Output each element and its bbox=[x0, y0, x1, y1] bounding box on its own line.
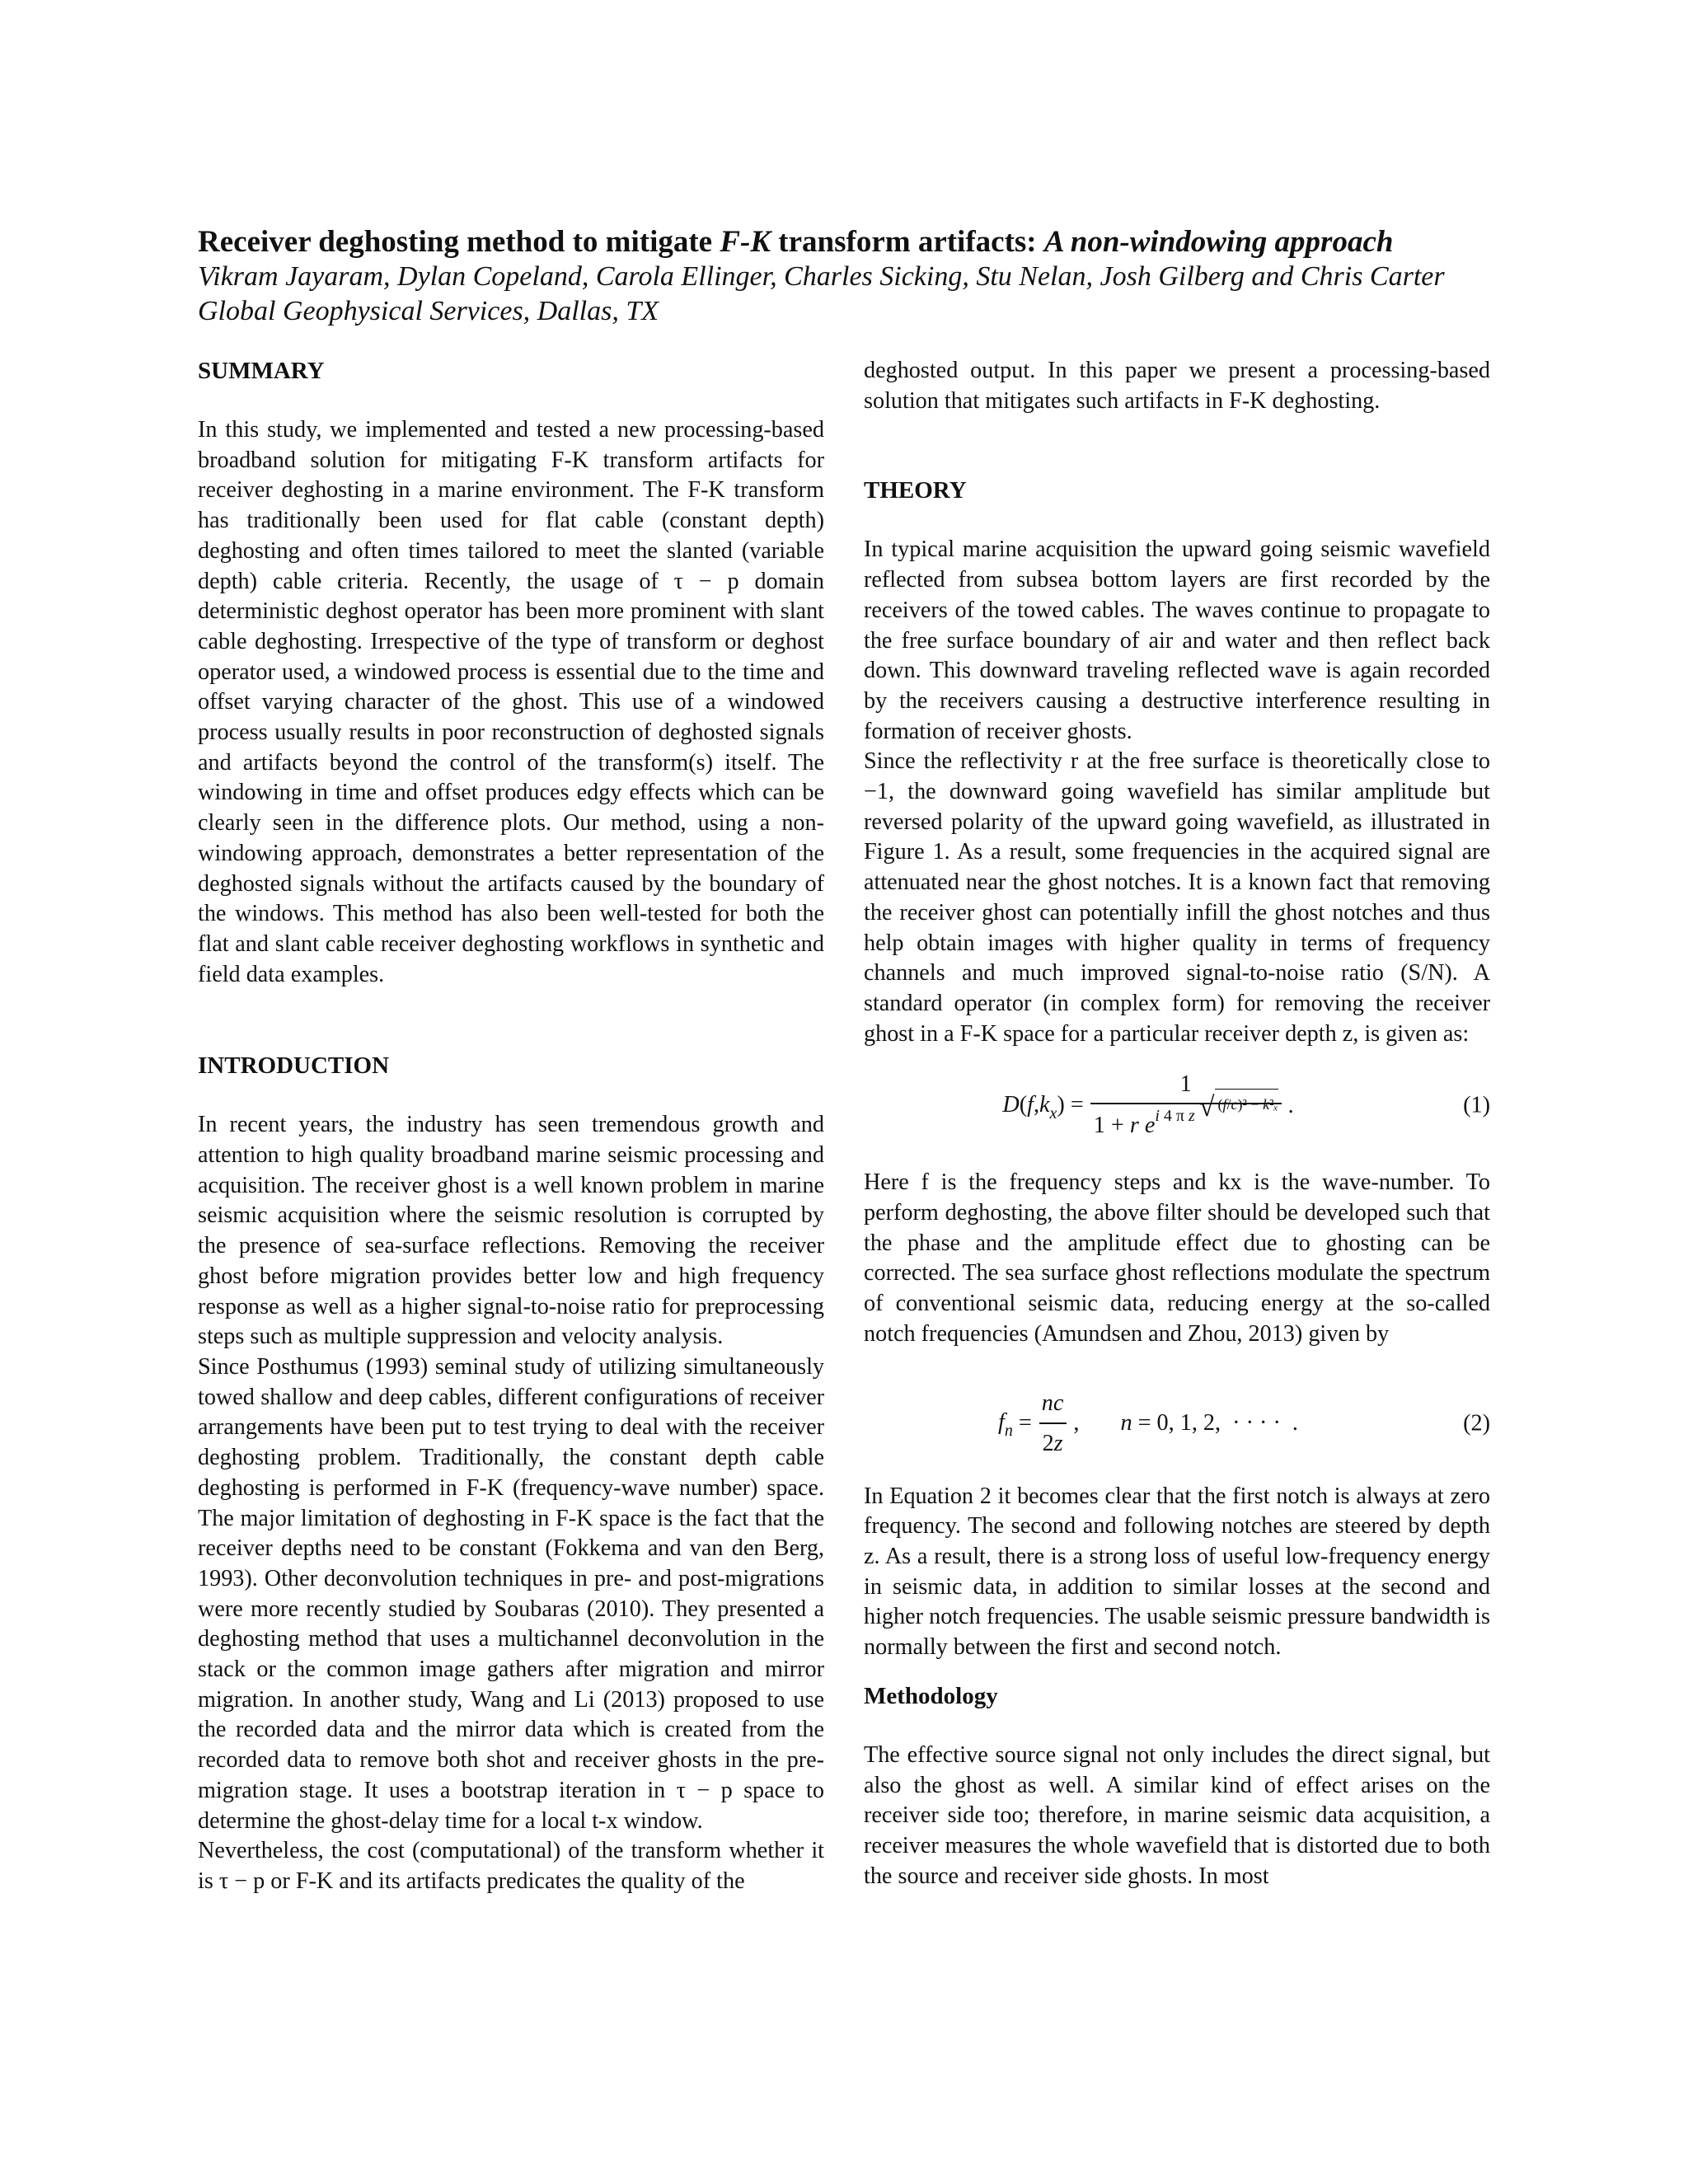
equation-2-body: $f_n$ = $\frac{nc}{2z}$ , n = 0, 1, 2, · · · · . bbox=[864, 1383, 1432, 1465]
summary-paragraph: In this study, we implemented and tested a new processing-based broadband solution for mitigating F-K transform artifacts for receiver deghosting in a marine environment. The F-K transform has traditionally been used for flat cable (constant depth) deghosting and often times tailored to meet the slanted (variable depth) cable criteria. Recently, the usage of τ − p domain deterministic deghost operator has been more prominent with slant cable deghosting. Irrespective of the type of transform or deghost operator used, a windowed process is essential due to the time and offset varying character of the ghost. This use of a windowed process usually results in poor reconstruction of deghosted signals and artifacts beyond the control of the transform(s) itself. The windowing in time and offset produces edgy effects which can be clearly seen in the difference plots. Our method, using a non-windowing approach, demonstrates a better representation of the deghosted signals without the artifacts caused by the boundary of the windows. This method has also been well-tested for both the flat and slant cable receiver deghosting workflows in synthetic and field data examples. bbox=[198, 417, 824, 987]
equation-1 bbox=[864, 1061, 1490, 1151]
introduction-paragraph-1: In recent years, the industry has seen tremendous growth and attention to high quality broadband marine seismic processing and acquisition. The receiver ghost is a well known problem in marine seismic acquisition where the seismic resolution is corrupted by the presence of sea-surface reflections. Removing the receiver ghost before migration provides better low and high frequency response as well as a higher signal-to-noise ratio for preprocessing steps such as multiple suppression and velocity analysis. bbox=[198, 1112, 824, 1350]
left-column bbox=[198, 356, 824, 1897]
paper-title: Receiver deghosting method to mitigate F-K transform artifacts: A non-windowing approach bbox=[198, 225, 1394, 259]
introduction-paragraph-3: Nevertheless, the cost (computational) of the transform whether it is τ − p or F-K and its artifacts predicates the quality of the bbox=[198, 1838, 824, 1894]
introduction-paragraph-3-continued: deghosted output. In this paper we present a processing-based solution that mitigates such artifacts in F-K deghosting. bbox=[864, 358, 1490, 414]
equation-1-number: (1) bbox=[1463, 1093, 1490, 1119]
summary-heading: SUMMARY bbox=[198, 358, 325, 384]
theory-paragraph-2: Since the reflectivity r at the free surface is theoretically close to −1, the downward going wavefield has similar amplitude but reversed polarity of the upward going wavefield, as illustrated in Figure 1. As a result, some frequencies in the acquired signal are attenuated near the ghost notches. It is a known fact that removing the receiver ghost can potentially infill the ghost notches and thus help obtain images with higher quality in terms of frequency channels and much improved signal-to-noise ratio (S/N). A standard operator (in complex form) for removing the receiver ghost in a F-K space for a particular receiver depth z, is given as: bbox=[864, 748, 1490, 1047]
theory-paragraph-1: In typical marine acquisition the upward going seismic wavefield reflected from subsea bottom layers are first recorded by the receivers of the towed cables. The waves continue to propagate to the free surface boundary of air and water and then reflect back down. This downward traveling reflected wave is again recorded by the receivers causing a destructive interference resulting in formation of receiver ghosts. bbox=[864, 537, 1490, 744]
theory-heading: THEORY bbox=[864, 477, 967, 504]
equation-2 bbox=[864, 1383, 1490, 1465]
author-list: Vikram Jayaram, Dylan Copeland, Carola Ellinger, Charles Sicking, Stu Nelan, Josh Gilberg and Chris Carter bbox=[198, 261, 1445, 292]
introduction-paragraph-2: Since Posthumus (1993) seminal study of utilizing simultaneously towed shallow and deep cables, different configurations of receiver arrangements have been put to test trying to deal with the receiver deghosting problem. Traditionally, the constant depth cable deghosting is performed in F-K (frequency-wave number) space. The major limitation of deghosting in F-K space is the fact that the receiver depths need to be constant (Fokkema and van den Berg, 1993). Other deconvolution techniques in pre- and post-migrations were more recently studied by Soubaras (2010). They presented a deghosting method that uses a multichannel deconvolution in the stack or the common image gathers after migration and mirror migration. In another study, Wang and Li (2013) proposed to use the recorded data and the mirror data which is created from the recorded data to remove both shot and receiver ghosts in the pre-migration stage. It uses a bootstrap iteration in τ − p space to determine the ghost-delay time for a local t-x window. bbox=[198, 1353, 824, 1834]
methodology-paragraph-1: The effective source signal not only includes the direct signal, but also the ghost as well. A similar kind of effect arises on the receiver side too; therefore, in marine seismic data acquisition, a receiver measures the whole wavefield that is distorted due to both the source and receiver side ghosts. In most bbox=[864, 1741, 1490, 1889]
theory-paragraph-4: In Equation 2 it becomes clear that the first notch is always at zero frequency. The second and following notches are steered by depth z. As a result, there is a strong loss of useful low-frequency energy in seismic data, in addition to similar losses at the second and higher notch frequencies. The usable seismic pressure bandwidth is normally between the first and second notch. bbox=[864, 1483, 1490, 1661]
affiliation: Global Geophysical Services, Dallas, TX bbox=[198, 296, 659, 326]
equation-2-number: (2) bbox=[1463, 1410, 1490, 1436]
right-column bbox=[864, 356, 1490, 1891]
introduction-heading: INTRODUCTION bbox=[198, 1052, 390, 1080]
theory-paragraph-3: Here f is the frequency steps and kx is the wave-number. To perform deghosting, the above filter should be developed such that the phase and the amplitude effect due to ghosting can be corrected. The sea surface ghost reflections modulate the spectrum of conventional seismic data, reducing energy at the so-called notch frequencies (Amundsen and Zhou, 2013) given by bbox=[864, 1169, 1490, 1347]
methodology-heading: Methodology bbox=[864, 1682, 998, 1709]
equation-1-body: $D(f,k_x)$ = $\frac{1}{1 + r e^{i 4 \pi z √ (f/c)^2 - k^2_x}}$ . bbox=[864, 1061, 1432, 1151]
